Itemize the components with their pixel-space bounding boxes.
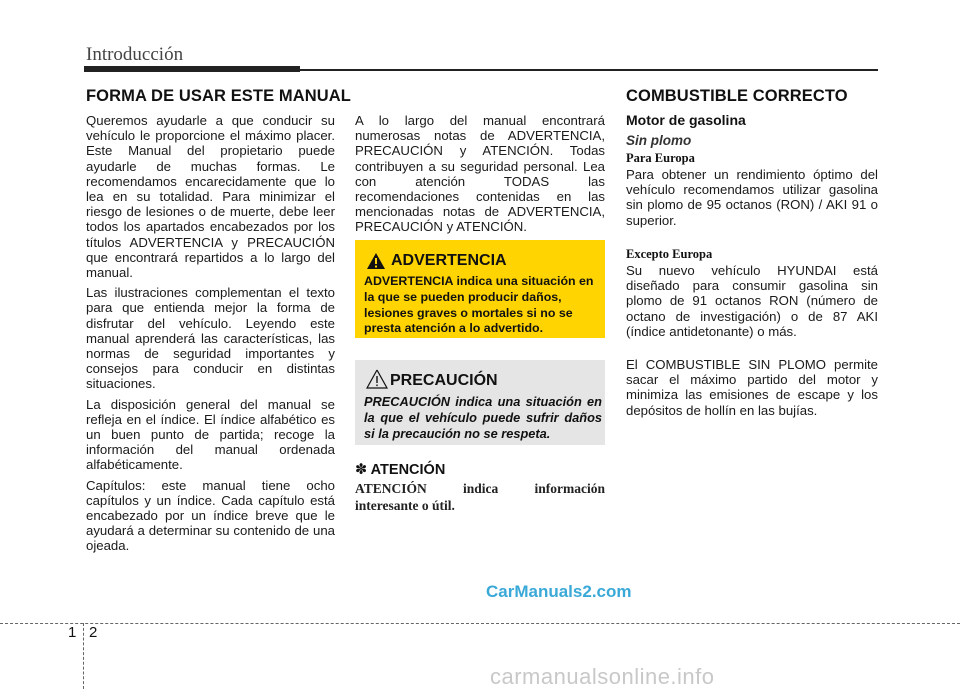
unleaded-fuel-text (626, 357, 878, 423)
page-number: 2 (89, 624, 98, 641)
paragraph: La disposición general del manual se refleja en el índice. El índice alfabético es un buen punto de partida; recoge la información del manual ordenada alfabéticamente. (86, 396, 335, 473)
paragraph: Las ilustraciones complementan el texto para que entienda mejor la forma de disfrutar del vehículo. Leyendo este manual aprenderá las características, las normas de seguridad importantes y consejos para conducir en distintas situaciones. (86, 285, 335, 392)
middle-column-intro (355, 113, 605, 240)
attention-text-line: ATENCIÓN indica información (355, 481, 605, 496)
footer-dashed-line (0, 623, 960, 624)
page-header-title: Introducción (86, 44, 184, 65)
warning-title: ADVERTENCIA (391, 252, 507, 269)
paragraph: A lo largo del manual encontrará numerosas notas de ADVERTENCIA, PRECAUCIÓN y ATENCIÓN. Todas contribuyen a su seguridad personal. Lea con atención TODAS las recomendaciones contenidas en las mencionadas notas de ADVERTENCIA, PRECAUCIÓN y ATENCIÓN. (355, 113, 605, 235)
section-title-manual-usage: FORMA DE USAR ESTE MANUAL (86, 87, 351, 105)
heading-except-europe: Excepto Europa (626, 247, 713, 261)
subtitle-gasoline-engine: Motor de gasolina (626, 112, 746, 128)
header-rule-thick (84, 66, 300, 72)
paragraph: El COMBUSTIBLE SIN PLOMO permite sacar el máximo partido del motor y minimiza las emisiones de escape y los depósitos de hollín en las bujías. (626, 357, 878, 418)
subtitle-unleaded: Sin plomo (626, 133, 692, 148)
footer-dashed-divider (83, 623, 84, 689)
paragraph: Queremos ayudarle a que conducir su vehículo le proporcione el máximo placer. Este Manual del propietario puede ayudarle de muchas formas. Le recomendamos encarecidamente que lo lea en su totalidad. Para minimizar el riesgo de lesiones o de muerte, debe leer todos los apartados encabezados por los títulos ADVERTENCIA y PRECAUCIÓN que encontrará repartidos a lo largo del manual. (86, 113, 335, 281)
except-europe-text (626, 263, 878, 344)
warning-text: ADVERTENCIA indica una situación en la que se pueden producir daños, lesiones graves o mortales si no se presta atención a lo advertido. (364, 274, 594, 336)
watermark-carmanualsonline: carmanualsonline.info (490, 664, 715, 689)
attention-title: ✽ ATENCIÓN (355, 462, 446, 478)
heading-europe: Para Europa (626, 151, 695, 165)
header-rule-thin (300, 69, 878, 71)
caution-title: PRECAUCIÓN (390, 372, 498, 389)
paragraph: Para obtener un rendimiento óptimo del vehículo recomendamos utilizar gasolina sin plomo de 95 octanos (RON) / AKI 91 o superior. (626, 167, 878, 228)
section-title-correct-fuel: COMBUSTIBLE CORRECTO (626, 87, 848, 105)
attention-text (355, 481, 605, 514)
europe-text (626, 167, 878, 233)
caution-triangle-icon (366, 368, 388, 395)
caution-text: PRECAUCIÓN indica una situación en la que el vehículo puede sufrir daños si la precaución no se respeta. (364, 394, 602, 441)
warning-triangle-icon (366, 252, 386, 275)
warning-box (355, 240, 605, 338)
attention-text-line: interesante o útil. (355, 497, 455, 513)
paragraph: Capítulos: este manual tiene ocho capítulos y un índice. Cada capítulo está encabezado por un índice breve que le ayudará a determinar su contenido de una ojeada. (86, 477, 335, 554)
paragraph: Su nuevo vehículo HYUNDAI está diseñado para consumir gasolina sin plomo de 91 octanos RON (número de octano de investigación) o de 87 AKI (índice antidetonante) o más. (626, 263, 878, 339)
caution-box (355, 360, 605, 445)
chapter-number: 1 (68, 624, 77, 641)
left-column-text (86, 113, 335, 559)
watermark-carmanuals2: CarManuals2.com (486, 582, 632, 601)
